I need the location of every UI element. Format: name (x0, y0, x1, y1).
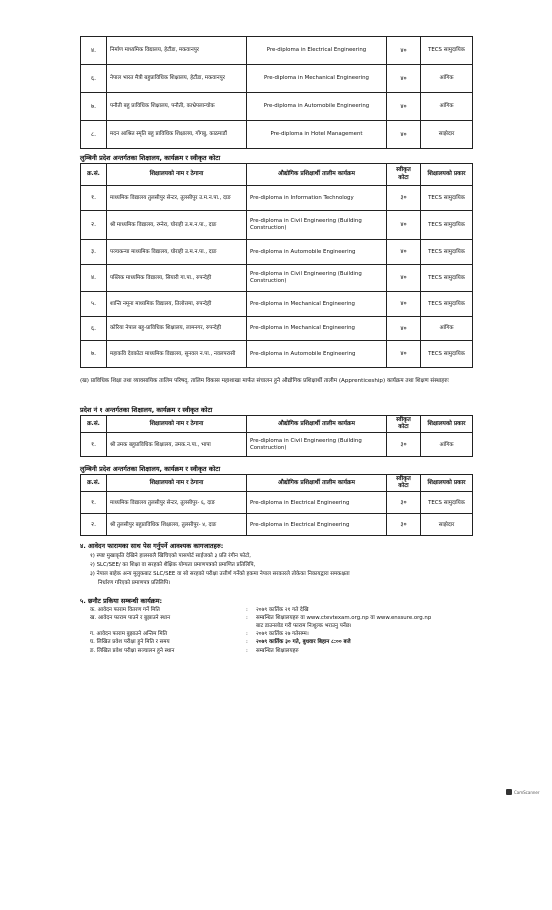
schedule-row: ङ. लिखित प्रवेश परीक्षा सञ्चालन हुने स्थान : सम्बन्धित शिक्षालयहरु (90, 647, 299, 654)
section-kha-paragraph: (ख) प्राविधिक शिक्षा तथा व्यावसायिक तालिम परिषद्, तालिम विकास महाशाखा मार्फत संचालन हुने औद्योगिक प्रशिक्षार्थी तालीम (Apprenticeship) कार्यक्रम तथा शिक्षण संस्थाहरुः (80, 378, 449, 384)
table-header-row: क्र.सं. शिक्षालयको नाम र ठेगाना औद्योगिक प्रशिक्षार्थी तालीम कार्यक्रम स्वीकृत कोटा शिक्षालयको प्रकार (81, 164, 473, 186)
section-heading-province1: प्रदेश नं १ अन्तर्गतका शिक्षालय, कार्यक्रम र स्वीकृत कोटा (80, 406, 213, 414)
table-continuation (80, 36, 473, 149)
table-header-row: क्र.सं. शिक्षालयको नाम र ठेगाना औद्योगिक प्रशिक्षार्थी तालीम कार्यक्रम स्वीकृत कोटा शिक्षालयको प्रकार (81, 416, 473, 433)
table-row: १. श्री उमक बहुप्राविधिक शिक्षालय, उमक.न.पा., भापा Pre-diploma in Civil Engineering (Building Construction) ३० आंगिक (81, 433, 473, 457)
table-row: ४. पब्लिक माध्यमिक विद्यालय, सियारी गा.पा., रुपन्देही Pre-diploma in Civil Engineering (Building Construction) ४० TECS सामुदायिक (81, 265, 473, 292)
table-province1 (80, 415, 473, 457)
document-item: १) स्पष्ट मुखाकृति देखिने हालसालै खिचिएको पासपोर्ट साईजको ३ प्रति रंगीन फोटो, (90, 553, 251, 559)
document-item: निर्धारण गरिएको प्रमाणपत्र प्रतिलिपि। (98, 580, 171, 586)
table-row: २. श्री तुलसीपुर बहुप्राविधिक शिक्षालय, तुलसीपुर- ४, दाङ Pre-diploma in Electrical Engineering ३० साझेदार (81, 514, 473, 536)
schedule-row: क. आवेदन फाराम वितरण गर्ने मिति : २०७९ कार्तिक २१ गते देखि (90, 607, 309, 613)
table-row: १. माध्यमिक विद्यालय तुलसीपुर सेन्टर, तुलसीपुर उ.म.न.पा., दाङ Pre-diploma in Information Technology ३० TECS सामुदायिक (81, 186, 473, 211)
schedule-list (90, 606, 470, 655)
table-lumbini (80, 163, 473, 368)
table-row: ३. पञ्चकन्या माध्यमिक विद्यालय, घोराही उ.म.न.पा., दाङ Pre-diploma in Automobile Engineering ४० TECS सामुदायिक (81, 240, 473, 265)
documents-heading: ४. आवेदन फारामका साथ पेस गर्नुपर्ने आवश्यक कागजातहरु: (80, 542, 224, 550)
table-lumbini-2 (80, 474, 473, 536)
table-row: ६. नेपाल भारत मैत्री बहुप्राविधिक शिक्षालय, हेटौंडा, मकवानपुर Pre-diploma in Mechanical Engineering ४० आंगिक (81, 65, 473, 93)
table-row: ७. पनौती बहु प्राविधिक शिक्षालय, पनौती, काभ्रेपलान्चोक Pre-diploma in Automobile Engineering ४० आंगिक (81, 93, 473, 121)
table-row: ८. मदन आश्रित स्मृति बहु प्राविधिक शिक्षालय, गोंगबु, काठमाडौं Pre-diploma in Hotel Management ४० साझेदार (81, 121, 473, 149)
table-row: ४. निर्माण माध्यमिक विद्यालय, हेटौंडा, मकवानपुर Pre-diploma in Electrical Engineering ४० TECS सामुदायिक (81, 37, 473, 65)
schedule-row: ग. आवेदन फाराम बुझाउने अन्तिम मिति : २०७९ कार्तिक २७ गतेसम्म। (90, 631, 309, 638)
table-row: ५. शान्ति नमूना माध्यमिक विद्यालय, तिलोत्तमा, रुपन्देही Pre-diploma in Mechanical Engineering ४० TECS सामुदायिक (81, 292, 473, 317)
section-heading-lumbini-2: लुम्बिनी प्रदेश अन्तर्गतका शिक्षालय, कार्यक्रम र स्वीकृत कोटा (80, 465, 221, 473)
schedule-row: घ. लिखित प्रवेश परीक्षा हुने मिति र समय : २०७९ कार्तिक ३० गते, बुधवार बिहान ८:०० बजे (90, 639, 351, 646)
table-row: ६. कोरिया नेपाल बहु-प्राविधिक शिक्षालय, लामनगर, रुपन्देही Pre-diploma in Mechanical Engineering ४० आंगिक (81, 317, 473, 341)
schedule-row: ख. आवेदन फाराम पाउने र बुझाउने स्थान : सम्बन्धित शिक्षालयहरु वा www.ctevtexam.org.np वा www.enssure.org.np (90, 615, 432, 622)
schedule-heading: ५. छनौट प्रकिया सम्बन्धी कार्यक्रम: (80, 597, 163, 605)
schedule-row: बाट डाउनलोड गरी फाराम निःशुल्क भराउनु पर्नेछ। (256, 623, 352, 630)
table-row: २. श्री माध्यमिक विद्यालय, रम्नेरा, घोराही उ.म.न.पा., दाङ Pre-diploma in Civil Engineering (Building Construction) ४० TECS सामुदायिक (81, 211, 473, 240)
document-item: ३) नेपाल बाहेक अन्य मुलुकबाट SLC/SEE वा सो सरहको परीक्षा उत्तीर्ण गर्नेको हकमा नेपाल सरकारले तोकेका निकायद्वारा समकक्षता (90, 571, 350, 577)
section-heading-lumbini: लुम्बिनी प्रदेश अन्तर्गतका शिक्षालय, कार्यक्रम र स्वीकृत कोटा (80, 154, 221, 162)
table-row: १. माध्यमिक विद्यालय तुलसीपुर सेन्टर, तुलसीपुर- ६, दाङ Pre-diploma in Electrical Engineering ३० TECS सामुदायिक (81, 492, 473, 514)
document-item: २) SLC/SEE/ का शिक्षा वा सरहको शैक्षिक योग्यता प्रमाणपत्रको प्रमाणित प्रतिलिपि, (90, 562, 256, 568)
table-header-row: क्र.सं. शिक्षालयको नाम र ठेगाना औद्योगिक प्रशिक्षार्थी तालीम कार्यक्रम स्वीकृत कोटा शिक्षालयको प्रकार (81, 475, 473, 492)
table-row: ७. महाकवि देवकोटा माध्यमिक विद्यालय, सुनवल न.पा., नवलपरासी Pre-diploma in Automobile Engineering ४० TECS सामुदायिक (81, 341, 473, 368)
camscanner-logo-icon (506, 789, 512, 795)
camscanner-watermark: CamScanner (506, 789, 540, 795)
